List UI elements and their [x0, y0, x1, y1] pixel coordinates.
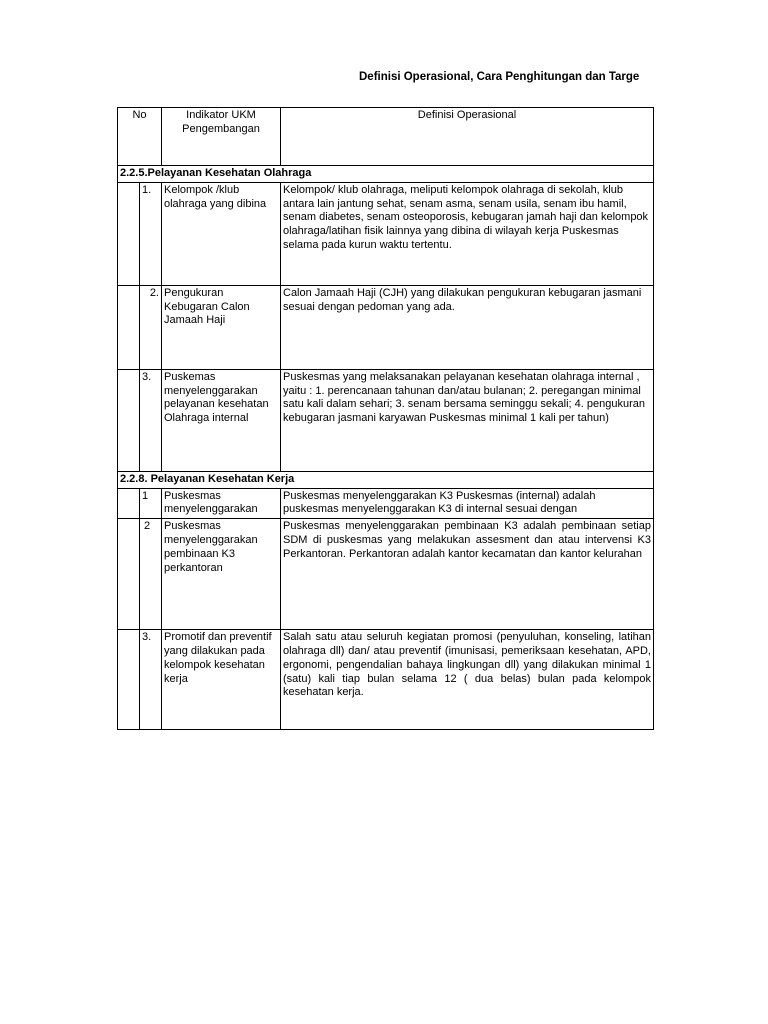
definisi-cell: Puskesmas yang melaksanakan pelayanan kesehatan olahraga internal , yaitu : 1. perencanaan tahunan dan/atau bulanan; 2. peregangan minimal satu kali dalam sehari; 3. senam bersama seminggu sekali; 4. pengukuran kebugaran jasmani karyawan Puskesmas minimal 1 kali per tahun) — [281, 369, 654, 471]
row-number: 2 — [140, 519, 162, 630]
row-number: 2. — [140, 285, 162, 369]
table-row — [118, 519, 654, 630]
definisi-cell: Salah satu atau seluruh kegiatan promosi (penyuluhan, konseling, latihan olahraga dll) dan/ atau preventif (imunisasi, pemeriksaan kesehatan, APD, ergonomi, pengendalian bahaya lingkungan dll) yang dilakukan minimal 1 (satu) kali tiap bulan selama 12 ( dua belas) bulan pada kelompok kesehatan kerja. — [281, 630, 654, 730]
indikator-cell: Pengukuran Kebugaran Calon Jamaah Haji — [162, 285, 281, 369]
indikator-cell: Promotif dan preventif yang dilakukan pada kelompok kesehatan kerja — [162, 630, 281, 730]
definition-table — [117, 107, 654, 730]
row-number: 3. — [140, 369, 162, 471]
definisi-cell: Puskesmas menyelenggarakan pembinaan K3 adalah pembinaan setiap SDM di puskesmas yang melakukan assesment dan atau intervensi K3 Perkantoran. Perkantoran adalah kantor kecamatan dan kantor kelurahan — [281, 519, 654, 630]
indikator-cell: Puskemas menyelenggarakan pelayanan kesehatan Olahraga internal — [162, 369, 281, 471]
indikator-cell: Puskesmas menyelenggarakan — [162, 488, 281, 519]
table-row — [118, 630, 654, 730]
section-title: 2.2.8. Pelayanan Kesehatan Kerja — [118, 471, 654, 488]
table-header-row — [118, 108, 654, 166]
indent-cell — [118, 369, 140, 471]
table-row — [118, 369, 654, 471]
definisi-cell: Kelompok/ klub olahraga, meliputi kelompok olahraga di sekolah, klub antara lain jantung sehat, senam asma, senam usila, senam ibu hamil, senam diabetes, senam osteoporosis, kebugaran jamah haji dan kelompok olahraga/latihan fisik lainnya yang dibina di wilayah kerja Puskesmas selama pada kurun waktu tertentu. — [281, 182, 654, 285]
row-number: 3. — [140, 630, 162, 730]
indikator-cell: Kelompok /klub olahraga yang dibina — [162, 182, 281, 285]
indent-cell — [118, 285, 140, 369]
header-indikator: Indikator UKM Pengembangan — [162, 108, 281, 166]
indent-cell — [118, 519, 140, 630]
table-row — [118, 285, 654, 369]
header-no: No — [118, 108, 162, 166]
indent-cell — [118, 182, 140, 285]
row-number: 1. — [140, 182, 162, 285]
page-title: Definisi Operasional, Cara Penghitungan dan Targe — [359, 71, 640, 83]
definisi-cell: Calon Jamaah Haji (CJH) yang dilakukan pengukuran kebugaran jasmani sesuai dengan pedoman yang ada. — [281, 285, 654, 369]
table-row — [118, 488, 654, 519]
section-row — [118, 166, 654, 183]
indent-cell — [118, 630, 140, 730]
indikator-cell: Puskesmas menyelenggarakan pembinaan K3 perkantoran — [162, 519, 281, 630]
section-row — [118, 471, 654, 488]
row-number: 1 — [140, 488, 162, 519]
definisi-cell: Puskesmas menyelenggarakan K3 Puskesmas (internal) adalah puskesmas menyelenggarakan K3 di internal sesuai dengan — [281, 488, 654, 519]
header-definisi: Definisi Operasional — [281, 108, 654, 166]
table-row — [118, 182, 654, 285]
indent-cell — [118, 488, 140, 519]
section-title: 2.2.5.Pelayanan Kesehatan Olahraga — [118, 166, 654, 183]
